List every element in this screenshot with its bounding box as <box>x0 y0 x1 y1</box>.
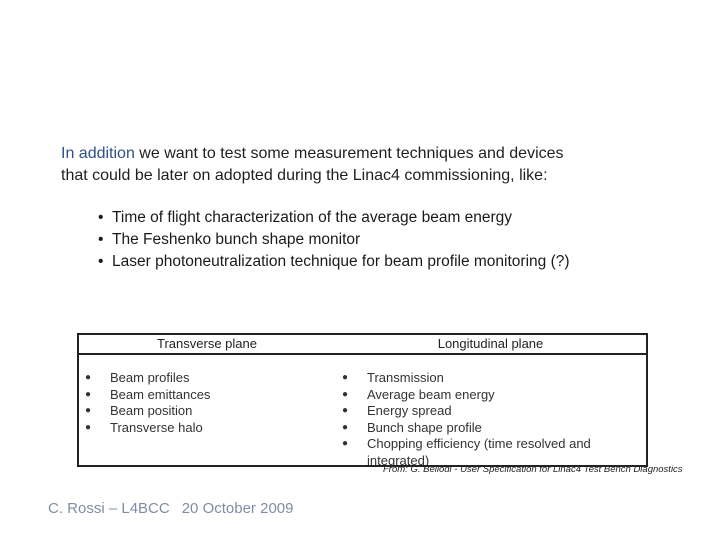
intro-highlight: In addition <box>61 145 135 162</box>
bullet-dot-icon: • <box>98 253 104 270</box>
footer-author: C. Rossi – L4BCC <box>48 500 170 517</box>
intro-line-1-rest: we want to test some measurement techniques and devices <box>134 145 564 162</box>
list-item-text: Average beam energy <box>367 386 495 402</box>
bullet-text: Time of flight characterization of the average beam energy <box>112 209 513 226</box>
transverse-list <box>79 370 335 436</box>
bullet-dot-icon: ● <box>342 421 349 433</box>
longitudinal-column <box>335 335 646 468</box>
footer-date: 20 October 2009 <box>181 500 294 517</box>
list-item-text: Bunch shape profile <box>367 419 482 435</box>
bullet-text: The Feshenko bunch shape monitor <box>112 231 361 248</box>
list-item <box>335 403 646 420</box>
bullet-dot-icon: ● <box>342 405 349 417</box>
list-item <box>79 370 335 387</box>
list-item-text: Beam position <box>110 403 193 419</box>
list-item-text: Energy spread <box>367 403 452 419</box>
transverse-column <box>79 335 335 465</box>
bullet-item <box>96 251 696 273</box>
diagnostics-table <box>77 333 648 467</box>
list-item-text: Beam profiles <box>110 370 190 385</box>
bullet-item <box>96 229 696 251</box>
bullet-dot-icon: ● <box>85 405 92 417</box>
list-item <box>79 420 335 437</box>
bullet-dot-icon: • <box>98 231 104 248</box>
list-item-text: Beam emittances <box>110 386 211 402</box>
technique-bullet-list <box>96 207 696 273</box>
intro-line-1 <box>61 143 701 165</box>
transverse-header: Transverse plane <box>79 335 335 355</box>
list-item-text: Chopping efficiency (time resolved and integrated) <box>367 436 591 468</box>
list-item <box>335 370 646 387</box>
list-item-text: Transverse halo <box>110 419 203 435</box>
longitudinal-header: Longitudinal plane <box>335 335 646 355</box>
intro-line-2: that could be later on adopted during the Linac4 commissioning, like: <box>61 167 548 184</box>
bullet-dot-icon: ● <box>342 438 349 450</box>
bullet-dot-icon: ● <box>342 372 349 383</box>
list-item <box>79 387 335 404</box>
bullet-dot-icon: ● <box>342 388 349 400</box>
intro-paragraph <box>61 143 701 187</box>
bullet-item <box>96 207 696 229</box>
bullet-dot-icon: ● <box>85 388 92 400</box>
list-item <box>335 387 646 404</box>
list-item-text: Transmission <box>367 370 444 385</box>
list-item <box>79 403 335 420</box>
bullet-dot-icon: ● <box>85 421 92 433</box>
slide-footer <box>48 500 293 517</box>
bullet-dot-icon: • <box>98 209 104 226</box>
longitudinal-list <box>335 370 646 470</box>
source-note: From: G. Bellodi - User Specification for Linac4 Test Bench Diagnostics <box>383 464 683 475</box>
bullet-text: Laser photoneutralization technique for beam profile monitoring (?) <box>112 253 570 270</box>
list-item <box>335 420 646 437</box>
bullet-dot-icon: ● <box>85 372 92 383</box>
